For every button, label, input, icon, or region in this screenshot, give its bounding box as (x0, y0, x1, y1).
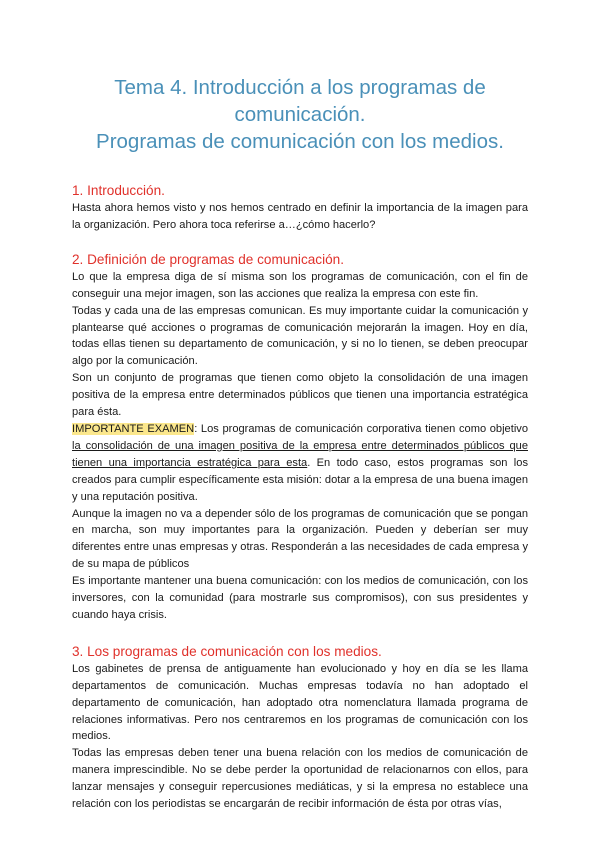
paragraph: Lo que la empresa diga de sí misma son los programas de comunicación, con el fin de conseguir una mejor imagen, son las acciones que realiza la empresa con este fin. (72, 270, 528, 300)
important-paragraph (72, 421, 528, 506)
title-line-3: Programas de comunicación con los medios. (96, 130, 504, 153)
paragraph: Los gabinetes de prensa de antiguamente han evolucionado y hoy en día se les llama departamentos de comunicación. Muchas empresas todavía no han adoptado el departamento de comunicación, han adoptado otra nomenclatura llamada programa de relaciones informativas. Pero nos centraremos en los programas de comunicación con los medios. (72, 662, 528, 743)
title-line-1: Tema 4. Introducción a los programas de (114, 76, 486, 99)
paragraph: Aunque la imagen no va a depender sólo de los programas de comunicación que se pongan en marcha, son muy importantes para la organización. Pueden y deberían ser muy diferentes entre unas empresas y otras. Responderán a las necesidades de cada empresa y de su mapa de públicos (72, 507, 528, 571)
section-heading-programas-medios: 3. Los programas de comunicación con los medios. (72, 643, 382, 659)
section-heading-introduccion: 1. Introducción. (72, 183, 165, 198)
important-text-2: . En todo caso, estos programas son los creados para cumplir específicamente esta misión: dotar a la empresa de una buena imagen y una reputación positiva. (72, 456, 528, 503)
title-line-2: comunicación. (234, 103, 366, 126)
important-text-1: : Los programas de comunicación corporativa tienen como objetivo (194, 422, 528, 435)
paragraph: Son un conjunto de programas que tienen como objeto la consolidación de una imagen positiva de la empresa entre determinados públicos que tienen una importancia estratégica para ésta. (72, 372, 528, 419)
paragraph: Todas las empresas deben tener una buena relación con los medios de comunicación de manera imprescindible. No se debe perder la oportunidad de relacionarnos con ellos, para lanzar mensajes y conseguir repercusiones mediáticas, y si la empresa no establece una relación con los periodistas se encargarán de recibir información de ésta por otras vías, (72, 747, 528, 811)
document-title (72, 0, 528, 155)
section-heading-definicion: 2. Definición de programas de comunicación. (72, 251, 345, 267)
paragraph: Todas y cada una de las empresas comunican. Es muy importante cuidar la comunicación y plantearse qué acciones o programas de comunicación mejorarán la imagen. Hoy en día, todas ellas tienen su departamento de comunicación, y si no lo tienen, se deben preocupar algo por la comunicación. (72, 304, 528, 368)
paragraph: Es importante mantener una buena comunicación: con los medios de comunicación, con los inversores, con la comunidad (para mostrarle sus compromisos), con sus presidentes y cuando haya crisis. (72, 575, 528, 621)
important-underlined-text: la consolidación de una imagen positiva de la empresa entre determinados públicos que tienen una importancia estratégica para esta (72, 439, 528, 469)
paragraph: Hasta ahora hemos visto y nos hemos centrado en definir la importancia de la imagen para la organización. Pero ahora toca referirse a…¿cómo hacerlo? (72, 202, 528, 231)
important-exam-highlight: IMPORTANTE EXAMEN (72, 422, 195, 435)
